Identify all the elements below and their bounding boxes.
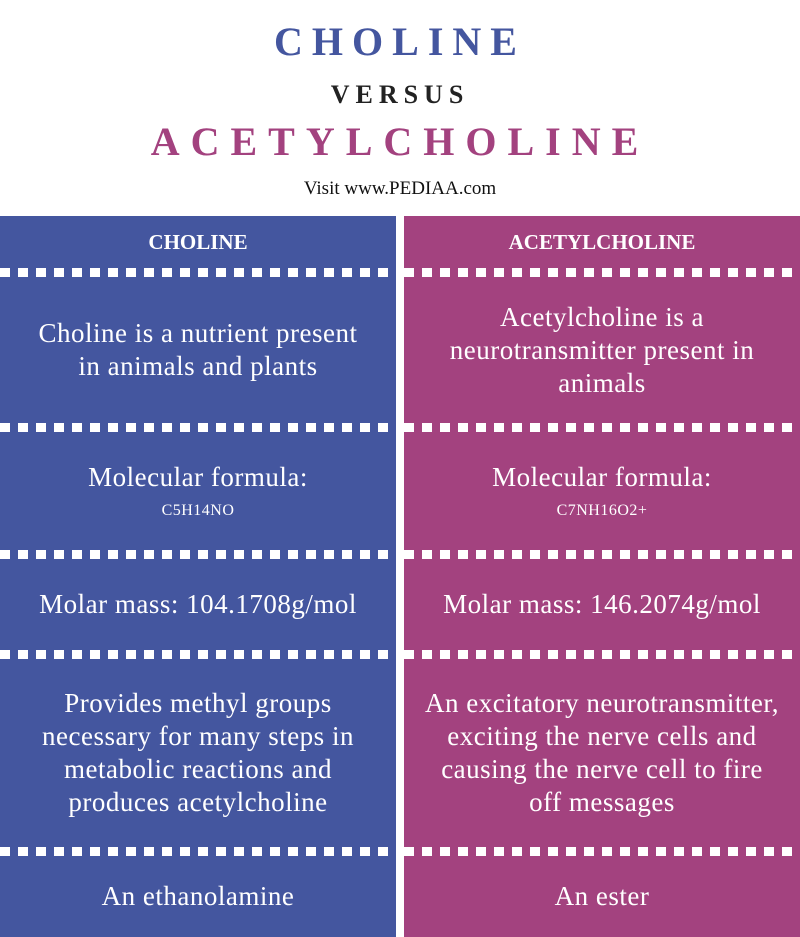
title-choline: CHOLINE <box>274 19 526 64</box>
choline-formula-label: Molecular formula: <box>88 461 308 492</box>
choline-row-function <box>0 659 396 847</box>
divider <box>404 650 800 659</box>
choline-class-text: An ethanolamine <box>101 881 295 911</box>
title-versus: VERSUS <box>330 80 470 109</box>
acetylcholine-class-text: An ester <box>554 881 650 911</box>
acetylcholine-function-text: An excitatory neurotransmitter, exciting the nerve cells and causing the nerve cell to fire off messages <box>424 688 780 817</box>
divider <box>0 268 396 277</box>
title-acetylcholine: ACETYLCHOLINE <box>150 119 650 164</box>
divider <box>0 847 396 856</box>
choline-definition-text: Choline is a nutrient present in animals and plants <box>38 318 358 381</box>
acetylcholine-row-class <box>404 856 800 937</box>
acetylcholine-heading: ACETYLCHOLINE <box>508 229 696 254</box>
divider <box>0 423 396 432</box>
acetylcholine-definition-text: Acetylcholine is a neurotransmitter present in animals <box>449 301 755 398</box>
acetylcholine-row-definition <box>404 277 800 423</box>
divider <box>404 847 800 856</box>
acetylcholine-formula-label: Molecular formula: <box>492 461 712 492</box>
acetylcholine-column <box>404 216 800 937</box>
choline-row-molar-mass <box>0 559 396 650</box>
divider <box>0 550 396 559</box>
divider <box>404 423 800 432</box>
acetylcholine-row-function <box>404 659 800 847</box>
acetylcholine-row-formula <box>404 432 800 550</box>
acetylcholine-row-molar-mass <box>404 559 800 650</box>
choline-column <box>0 216 396 937</box>
choline-molar-mass-text: Molar mass: 104.1708g/mol <box>39 589 357 619</box>
choline-function-text: Provides methyl groups necessary for many steps in metabolic reactions and produces acetylcholine <box>42 688 354 817</box>
acetylcholine-molar-mass-text: Molar mass: 146.2074g/mol <box>443 589 761 619</box>
divider <box>0 650 396 659</box>
choline-heading: CHOLINE <box>148 229 248 254</box>
divider <box>404 268 800 277</box>
choline-formula-value: C5H14NO <box>161 501 235 519</box>
header <box>0 0 800 215</box>
choline-row-formula <box>0 432 396 550</box>
divider <box>404 550 800 559</box>
acetylcholine-formula-value: C7NH16O2+ <box>556 501 648 519</box>
visit-link[interactable]: Visit www.PEDIAA.com <box>303 178 497 199</box>
choline-row-definition <box>0 277 396 423</box>
choline-row-class <box>0 856 396 937</box>
